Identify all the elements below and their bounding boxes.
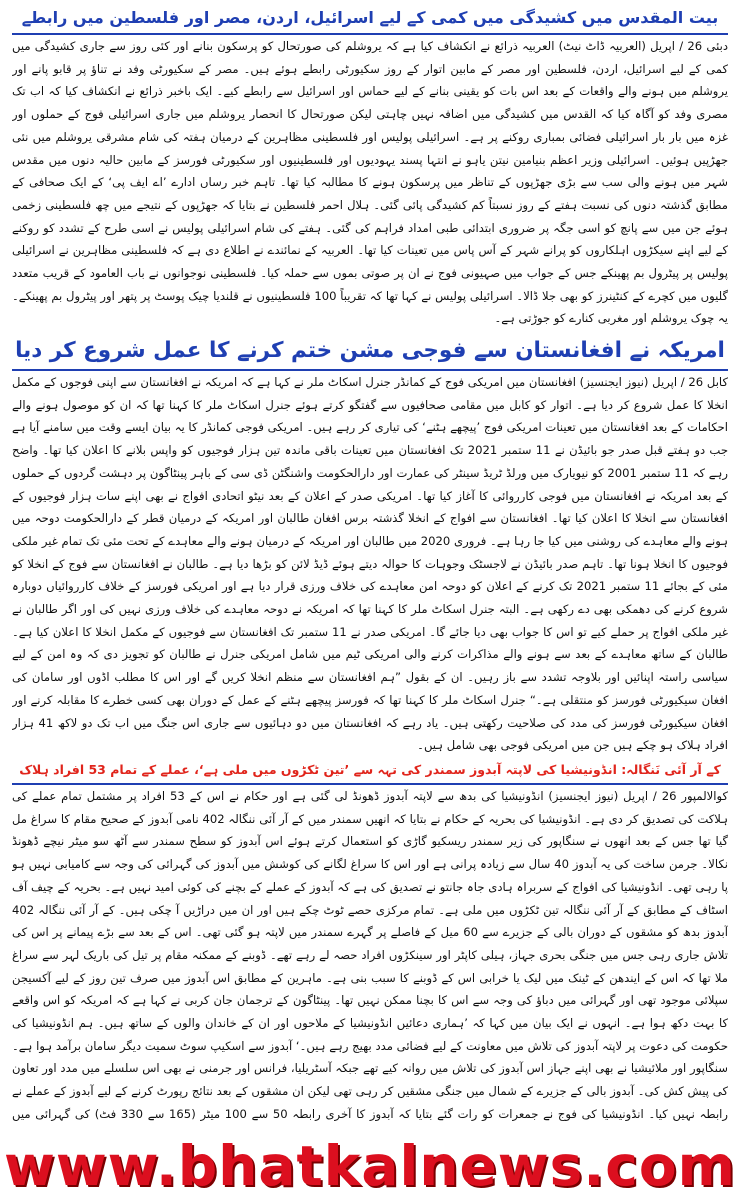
article-body: کابل 26 / اپریل (نیوز ایجنسیز) افغانستان میں امریکی فوج کے کمانڈر جنرل اسکاٹ ملر نے کہا ہے کہ امریکہ نے افغانستان سے اپنی فوجوں کے مکمل انخلا کا عمل شروع کر دیا ہے۔ اتوار کو کابل میں مقامی صحافیوں سے گفتگو کرتے ہوئے جنرل اسکاٹ ملر کا کہنا تھا کہ ان کو موصول ہونے والے احکامات کے بعد افغانستان میں تعینات امریکی فوج ’پیچھے ہٹنے‘ کی تیاری کر رہے ہیں۔ امریکی فوجی کمانڈر کا یہ بیان ایسے وقت میں سامنے آیا ہے جب دو ہفتے قبل صدر جو بائیڈن نے 11 ستمبر 2021 تک افغانستان میں تعینات باقی ماندہ تین ہزار فوجیوں کو واپس بلانے کا اعلان کیا تھا۔ واضح رہے کہ 11 ستمبر 2001 کو نیویارک میں ورلڈ ٹریڈ سینٹر کی عمارت اور دارالحکومت واشنگٹن ڈی سی کے باہر پینٹاگون پر دہشت گردوں کے حملوں کے بعد امریکہ نے افغانستان میں فوجی کارروائی کا آغاز کیا تھا۔ امریکی صدر کے اعلان کے بعد نیٹو اتحادی افواج نے بھی اپنے سات ہزار فوجیوں کے افغانستان سے انخلا کا اعلان کیا تھا۔ افغانستان سے افواج کے انخلا گذشتہ برس افغان طالبان اور امریکہ کے درمیان قطر کے دارالحکومت دوحہ میں ہونے والے معاہدے کی روشنی میں کیا جا رہا ہے۔ فروری 2020 میں طالبان اور امریکہ کے درمیان ہونے والے معاہدے کے تحت مئی تک تمام غیر ملکی فوجیوں کا انخلا ہونا تھا۔ تاہم صدر بائیڈن نے لاجسٹک وجوہات کا حوالہ دیتے ہوئے ڈیڈ لائن کو بڑھا دیا ہے۔ طالبان نے افغانستان سے فوج کے انخلا کو مئی کے بجائے 11 ستمبر 2021 تک کرنے کے اعلان کو دوحہ امن معاہدے کی خلاف ورزی قرار دیا ہے اور امریکی فورسز کے خلاف کارروائیاں دوبارہ شروع کرنے کی دھمکی بھی دے رکھی ہے۔ البتہ جنرل اسکاٹ ملر کا کہنا تھا کہ امریکہ نے دوحہ معاہدے کی خلاف ورزی نہیں کی اور اگر طالبان نے غیر ملکی افواج پر حملے کیے تو اس کا جواب بھی دیا جائے گا۔ امریکی صدر نے 11 ستمبر تک افغانستان سے فوجیوں کے مکمل انخلا کا اعلان کیا ہے۔ طالبان کے ساتھ معاہدے کے بعد سے ہونے والے مذاکرات کرنے والی امریکی ٹیم میں شامل امریکی جنرل نے طالبان کو تجویز دی کہ وہ امن کے لیے سیاسی راستہ اپنائیں اور بلاوجہ تشدد سے باز رہیں۔ ان کے بقول ”ہم افغانستان سے منظم انخلا کریں گے اور اس کا مطلب اڈوں اور سامان کی افغان سیکیورٹی فورسز کو منتقلی ہے۔“ جنرل اسکاٹ ملر کا کہنا تھا کہ فورسز پیچھے ہٹنے کے عمل کے دوران بھی کسی خطرے کا مقابلہ کرنے اور افغان سیکیورٹی فورسز کی مدد کی صلاحیت رکھتی ہیں۔ یاد رہے کہ افغانستان میں دو دہائیوں سے جاری اس جنگ میں اب تک دو لاکھ 41 ہزار افراد ہلاک ہو چکے ہیں جن میں امریکی فوجی بھی شامل ہیں۔ [12,375,728,753]
article-jerusalem [12,8,728,328]
article-headline: امریکہ نے افغانستان سے فوجی مشن ختم کرنے کا عمل شروع کر دیا [15,338,725,363]
article-headline: بیت المقدس میں کشیدگی میں کمی کے لیے اسرائیل، اردن، مصر اور فلسطین میں رابطے [21,8,719,27]
article-headline: کے آر آئی نَنگالہ: انڈونیشیا کی لاپتہ آبدوز سمندر کی تہہ سے ’تین ٹکڑوں میں ملی ہے‘، عملے کے تمام 53 افراد ہلاک [19,762,721,777]
article-indonesia-submarine [12,762,728,1123]
article-afghanistan [12,338,728,788]
article-body: کوالالمپور 26 / اپریل (نیوز ایجنسیز) انڈونیشیا کی بدھ سے لاپتہ آبدوز ڈھونڈ لی گئی ہے اور حکام نے اس کے 53 افراد پر مشتمل تمام عملے کی ہلاکت کی تصدیق کر دی ہے۔ انڈونیشیا کی بحریہ کے حکام نے بتایا کہ انھیں سمندر میں کے آر آئی ننگالہ 402 نامی آبدوز کے صحیح مقام کا سراغ مل گیا تھا جس کے بعد انھوں نے سنگاپور کی زیر سمندر ریسکیو گاڑی کو استعمال کرتے ہوئے اس آبدوز کو سطح سمندر سے آٹھ سو میٹر نیچے ڈھونڈ نکالا۔ جرمن ساخت کی یہ آبدوز 40 سال سے زیادہ پرانی ہے اور اس کا سراغ لگانے کی کوشش میں آبدوز کی گہرائی کی وجہ سے کامیابی نہیں ہو پا رہی تھی۔ انڈونیشیا کی افواج کے سربراہ ہادی جاہ جانتو نے تصدیق کی ہے کہ آبدوز کے عملے کے بچنے کی کوئی امید نہیں ہے۔ بحریہ کے چیف آف اسٹاف کے مطابق کے آر آئی ننگالہ تین ٹکڑوں میں ملی ہے۔ تمام مرکزی حصے ٹوٹ چکے ہیں اور ان میں دراڑیں آ چکی ہیں۔ کے آر آئی ننگالہ 402 آبدوز بدھ کو مشقوں کے دوران بالی کے جزیرے سے 60 میل کے فاصلے پر گہرے سمندر میں لاپتہ ہو گئی تھی۔ اس کے بعد سے بڑے پیمانے پر اس کی تلاش جاری رہی جس میں جنگی بحری جہاز، ہیلی کاپٹر اور سینکڑوں افراد حصہ لے رہے تھے۔ ڈوبنے کے ممکنہ مقام پر تیل کی باریک لہر سے سراغ ملا تھا کہ اس کے ایندھن کے ٹینک میں لیک یا خرابی اس کے ڈوبنے کا سبب بنی ہے۔ ماہرین کے مطابق اس آبدوز میں صرف تین روز کے لیے آکسیجن سپلائی موجود تھی اور گہرائی میں دباؤ کی وجہ سے اس کا بچنا ممکن نہیں تھا۔ پینٹاگون کے ترجمان جان کربی نے کہا ہے کہ امریکہ کو اس واقعے کا بہت دکھ ہوا ہے۔ انہوں نے ایک بیان میں کہا کہ ’ہماری دعائیں انڈونیشیا کے ملاحوں اور ان کے خاندان والوں کے ساتھ ہیں۔ ہم انڈونیشیا کی حکومت کی دعوت پر لاپتہ آبدوز کی تلاش میں معاونت کے لیے فضائی مدد بھیج رہے ہیں۔‘ آبدوز سے اسکیپ سوٹ سمیت دیگر سامان برآمد ہوا ہے۔ سنگاپور اور ملائیشیا نے بھی اپنے جہاز اس آبدوز کی تلاش میں روانہ کیے تھے جبکہ آسٹریلیا، فرانس اور جرمنی نے بھی اس سلسلے میں مدد اور تعاون کی پیش کش کی۔ آبدوز بالی کے جزیرے کے شمال میں جنگی مشقیں کر رہی تھی لیکن ان مشقوں کے بعد نتائج رپورٹ کرنے کے لیے آبدوز کے عملے نے رابطہ نہیں کیا۔ انڈونیشیا کی فوج نے جمعرات کو رات گئے بتایا کہ آبدوز کا آخری رابطہ 50 سے 100 میٹر (165 سے 330 فٹ) کی گہرائی میں [12,789,728,1121]
site-watermark: www.bhatkalnews.com [4,1134,736,1198]
article-body: دبئی 26 / اپریل (العربیہ ڈاٹ نیٹ) العربیہ ذرائع نے انکشاف کیا ہے کہ یروشلم کی صورتحال کو پرسکون بنانے اور کئی روز سے جاری کشیدگی میں کمی کے لیے اسرائیل، اردن، فلسطین اور مصر کے مابین اتوار کے روز سکیورٹی رابطے ہوئے ہیں۔ مصر کے سکیورٹی وفد نے تناؤ پر قابو پانے اور یروشلم میں ہونے والے واقعات کے بعد اس بات کو یقینی بنانے کے لیے حماس اور اسرائیل سے رابطے کیے۔ ایک باخبر ذرائع نے انکشاف کیا کہ اب تک مصری وفد کو آگاہ کیا کہ القدس میں کشیدگی میں اضافہ نہیں چاہتی لیکن صورتحال کا انحصار یروشلم میں جاری اسرائیلی فوج کے حملوں اور غزہ میں بار بار اسرائیلی فضائی بمباری روکنے پر ہے۔ اسرائیلی پولیس اور فلسطینی مظاہرین کے درمیان ہفتہ کی شام مشرقی یروشلم میں نئی جھڑپیں ہوئیں۔ اسرائیلی وزیر اعظم بنیامین نیتن یاہو نے انتہا پسند یہودیوں اور فلسطینیوں اور سکیورٹی فورسز کے مابین حالیہ دنوں میں مقدس شہر میں ہونے والی سب سے بڑی جھڑپوں کے تناظر میں پرسکون ہونے کا مطالبہ کیا تھا۔ تاہم خبر رساں ادارے ’اے ایف پی‘ کے ایک صحافی کے مطابق گذشتہ دنوں کی نسبت ہفتے کے روز نسبتاً کم کشیدگی پائی گئی۔ ہلال احمر فلسطین نے بتایا کہ جھڑپوں کے نتیجے میں چھ فلسطینی زخمی ہوئے جن میں سے پانچ کو اسی جگہ پر ضروری ابتدائی طبی امداد فراہم کی گئی۔ ہفتے کی شام اسرائیلی پولیس نے اسی طرح کے تشدد کو روکنے کے لیے اپنے سیکڑوں اہلکاروں کو پرانے شہر کے آس پاس میں تعینات کیا تھا۔ العربیہ کے نمائندے نے اطلاع دی ہے کہ فلسطینی مظاہرین نے اسرائیلی پولیس پر پیٹرول بم پھینکے جس کے جواب میں صہیونی فوج نے ان پر صوتی بموں سے حملہ کیا۔ فلسطینی نوجوانوں نے باب العامود کے قریب متعدد گلیوں میں کچرے کے کنٹینرز کو بھی جلا ڈالا۔ اسرائیلی پولیس نے کہا تھا کہ تقریباً 100 فلسطینیوں نے قلندیا چیک پوسٹ پر پتھر اور پیٹرول بم پھینکے۔ یہ چوک یروشلم اور مغربی کنارے کو جوڑتی ہے۔ [12,39,728,326]
